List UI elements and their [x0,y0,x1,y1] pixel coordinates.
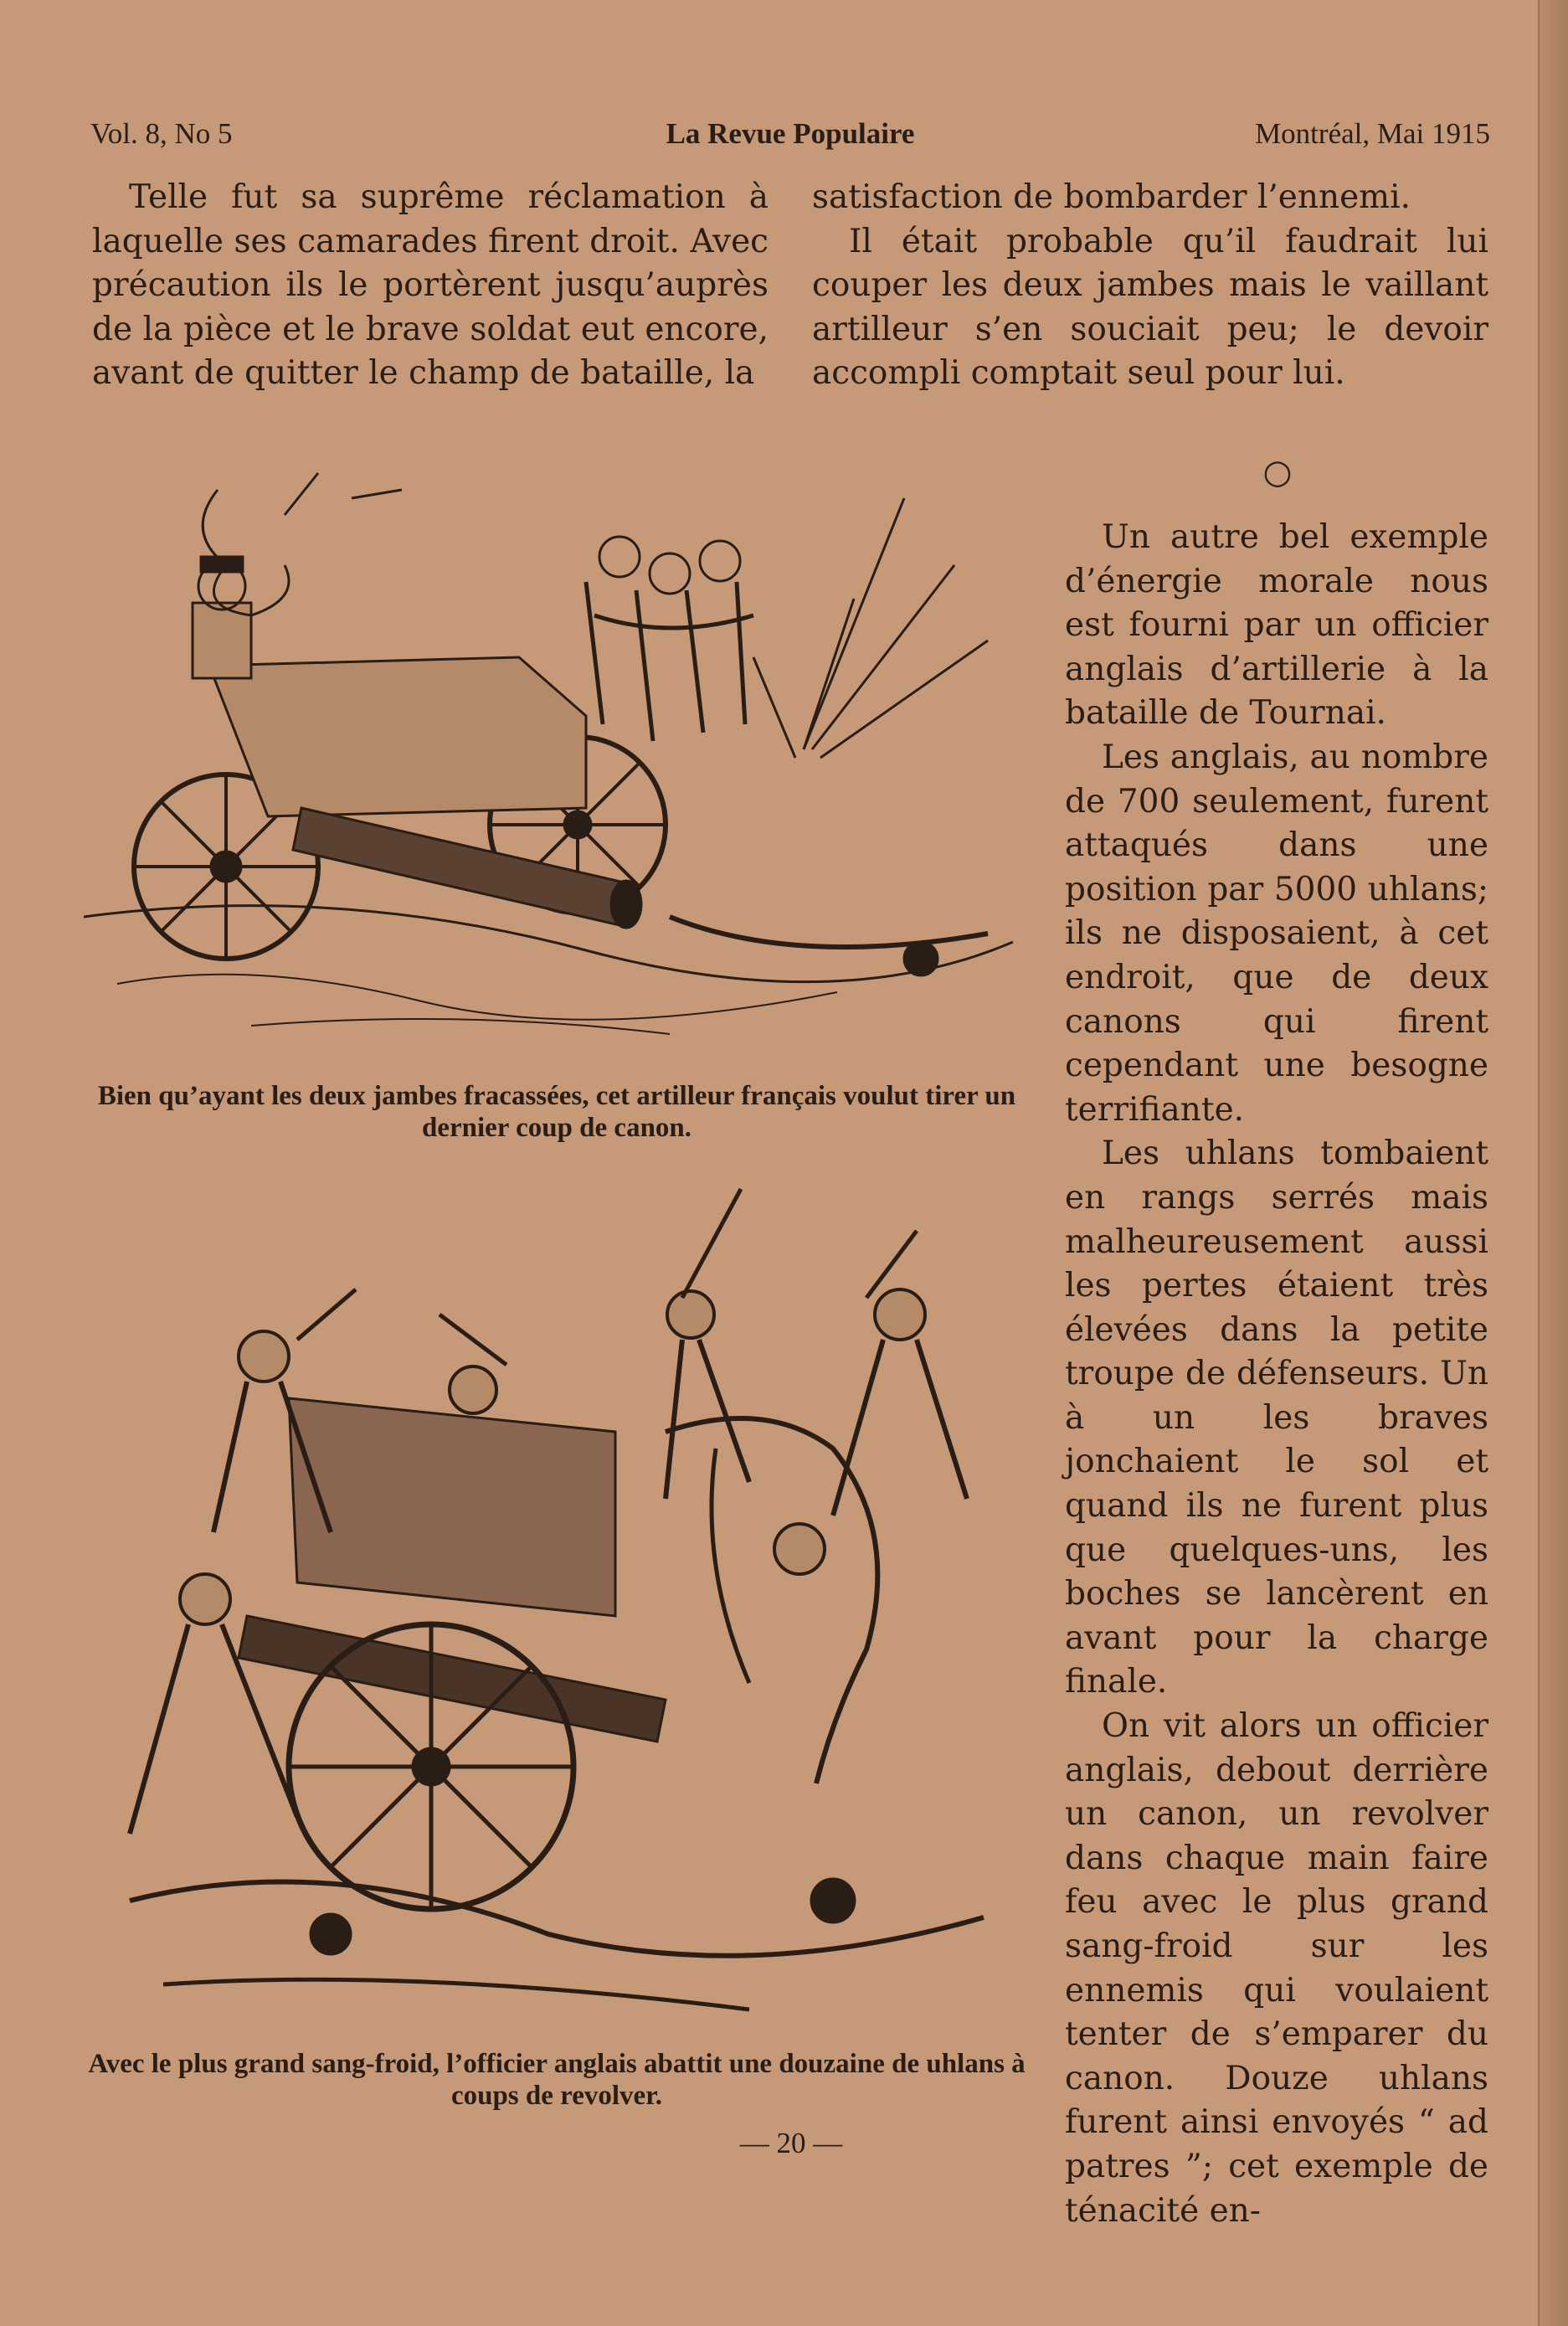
volume-number: Vol. 8, No 5 [90,117,233,150]
paragraph: Les anglais, au nombre de 700 seulement, furent attaqués dans une position par 5000 uhlans; ils ne disposaient, à cet endroit, que de deux canons qui firent cependant une besogne terrifiante. [1065,738,1488,1129]
page-edge [1538,0,1568,2326]
paragraph: Telle fut sa suprême réclamation à laquelle ses camarades firent droit. Avec précaution ils le portèrent jusqu’auprès de la pièce et le brave soldat eut encore, avant de quitter le champ de bataille, la [92,178,769,393]
illustration-french-artillerist [84,448,1030,1068]
illustration-british-officer [80,1181,1034,2043]
column-2 [812,176,1488,396]
page-number: — 20 — [739,2127,843,2159]
section-separator: ○ [1262,453,1293,491]
engraving-cannon-scene [84,448,1030,1068]
paragraph: Un autre bel exemple d’énergie morale nous est fourni par un officier anglais d’artillerie à la bataille de Tournai. [1065,518,1488,733]
issue-date: Montréal, Mai 1915 [1255,117,1490,150]
engraving-melee-scene [80,1181,1034,2043]
paragraph: Il était probable qu’il faudrait lui couper les deux jambes mais le vaillant artilleur s’en souciait peu; le devoir accompli comptait seul pour lui. [812,222,1488,393]
column-3 [1065,516,1488,2233]
paragraph-continuation: satisfaction de bombarder l’ennemi. [812,178,1411,216]
column-1 [92,176,769,396]
figure-2-caption: Avec le plus grand sang-froid, l’officier anglais abattit une douzaine de uhlans à coups de revolver. [88,2049,1026,2111]
figure-1-caption: Bien qu’ayant les deux jambes fracassées, cet artilleur français voulut tirer un dernier coup de canon. [97,1081,1016,1143]
paragraph: On vit alors un officier anglais, debout derrière un canon, un revolver dans chaque main faire feu avec le plus grand sang-froid sur les ennemis qui voulaient tenter de s’emparer du canon. Douze uhlans furent ainsi envoyés “ ad patres ”; cet exemple de ténacité en- [1065,1707,1488,2230]
page-header [90,111,1490,161]
magazine-title: La Revue Populaire [666,117,915,150]
paragraph: Les uhlans tombaient en rangs serrés mais malheureusement aussi les pertes étaient très élevées dans la petite troupe de défenseurs. Un à un les braves jonchaient le sol et quand ils ne furent plus que quelques-uns, les boches se lancèrent en avant pour la charge finale. [1065,1135,1488,1701]
